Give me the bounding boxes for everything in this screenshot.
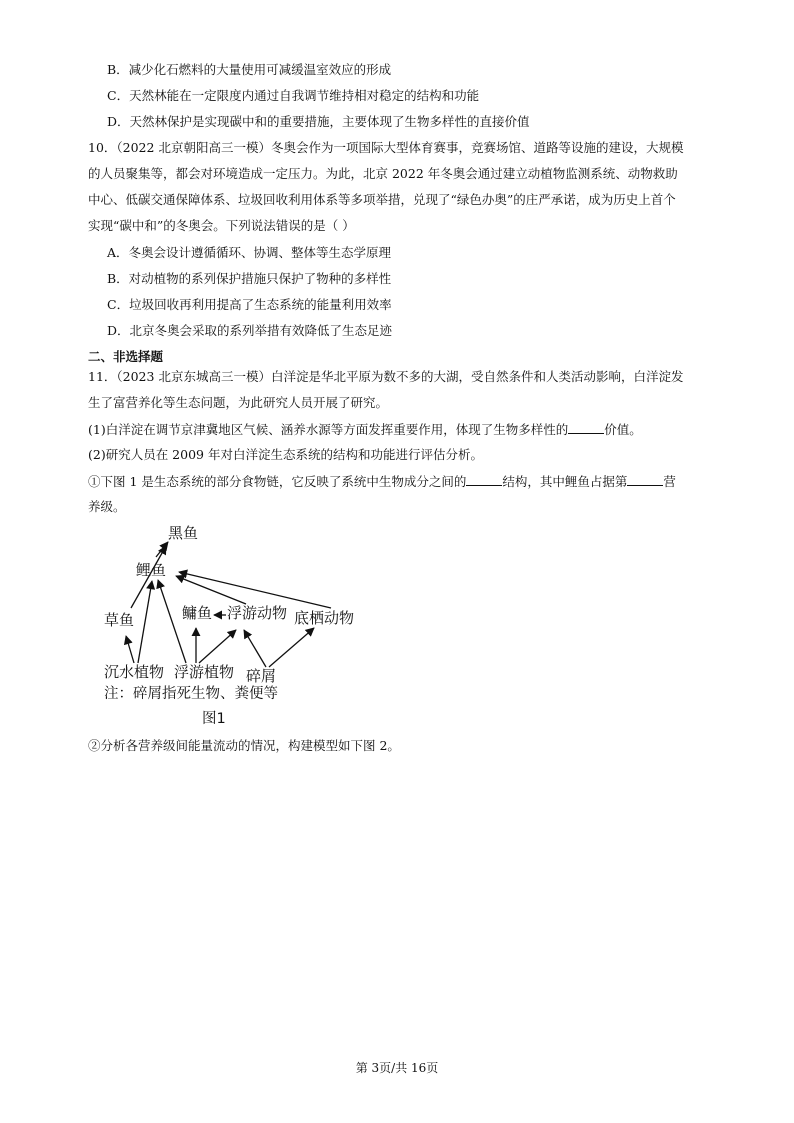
answer-blank [627,473,663,486]
node-diqidongwu: 底栖动物 [294,609,355,627]
arrow-fuyouzhiwu-fuyoudongwu [199,630,236,663]
q10-stem-line-1: 10．（2022 北京朝阳高三一模）冬奥会作为一项国际大型体育赛事，竞赛场馆、道路等设施的建设，大规模 [88,140,684,155]
node-caoyu: 草鱼 [104,611,135,629]
q11-part-2: (2)研究人员在 2009 年对白洋淀生态系统的结构和功能进行评估分析。 [88,447,483,462]
node-suixie: 碎屑 [246,667,277,685]
arrow-liyu-heiyu [156,542,168,557]
q11-part-1-text: (1)白洋淀在调节京津冀地区气候、涵养水源等方面发挥重要作用，体现了生物多样性的 [88,422,569,437]
food-web-diagram [96,522,376,732]
node-heiyu: 黑鱼 [168,524,199,542]
q11-part-3 [88,473,676,490]
arrow-suixie-diqi [269,628,314,667]
node-chenshui: 沉水植物 [104,663,165,681]
q11-part-4: ②分析各营养级间能量流动的情况，构建模型如下图 2。 [88,738,400,753]
arrow-diqi-liyu [179,572,331,608]
arrow-chenshui-liyu [138,581,152,663]
arrow-suixie-fuyoudongwu [244,630,266,667]
q10-stem-line-4: 实现“碳中和”的冬奥会。下列说法错误的是（ ） [88,218,355,233]
q10-option-b: B．对动植物的系列保护措施只保护了物种的多样性 [107,271,392,286]
q11-part-3-text-c: 营 [663,474,676,489]
q10-stem-line-3: 中心、低碳交通保障体系、垃圾回收利用体系等多项举措，兑现了“绿色办奥”的庄严承诺，成为历史上首个 [88,192,676,207]
q11-part-1-suffix: 价值。 [604,422,642,437]
food-web-figure [96,522,376,732]
node-fuyouzhiwu: 浮游植物 [174,663,235,681]
q9-option-b: B．减少化石燃料的大量使用可减缓温室效应的形成 [107,62,392,77]
q11-part-1 [88,421,642,438]
q9-option-d: D．天然林保护是实现碳中和的重要措施，主要体现了生物多样性的直接价值 [107,114,530,129]
q10-option-a: A．冬奥会设计遵循循环、协调、整体等生态学原理 [107,245,392,260]
figure-note: 注：碎屑指死生物、粪便等 [104,686,278,702]
node-liyu: 鲤鱼 [136,561,167,579]
q11-part-3-line-2: 养级。 [88,499,126,514]
page-number: 第 3页/共 16页 [355,1061,439,1075]
q10-option-c: C．垃圾回收再利用提高了生态系统的能量利用效率 [107,297,392,312]
q11-stem-line-1: 11．（2023 北京东城高三一模）白洋淀是华北平原为数不多的大湖，受自然条件和人类活动影响，白洋淀发 [88,369,684,384]
q11-stem-line-2: 生了富营养化等生态问题，为此研究人员开展了研究。 [88,395,389,410]
node-yongyu: 鳙鱼 [182,604,213,622]
section-title: 二、非选择题 [88,349,164,364]
answer-blank [466,473,502,486]
q10-option-d: D．北京冬奥会采取的系列举措有效降低了生态足迹 [107,323,393,338]
node-fuyoudongwu: 浮游动物 [227,604,288,622]
q9-option-c: C．天然林能在一定限度内通过自我调节维持相对稳定的结构和功能 [107,88,480,103]
answer-blank [568,421,604,434]
q11-part-3-text-a: ①下图 1 是生态系统的部分食物链，它反映了系统中生物成分之间的 [88,474,467,489]
figure-caption: 图1 [202,711,226,727]
q10-stem-line-2: 的人员聚集等，都会对环境造成一定压力。为此，北京 2022 年冬奥会通过建立动植物监测系统、动物救助 [88,166,678,181]
arrow-chenshui-caoyu [126,636,134,663]
q11-part-3-text-b: 结构，其中鲤鱼占据第 [502,474,628,489]
